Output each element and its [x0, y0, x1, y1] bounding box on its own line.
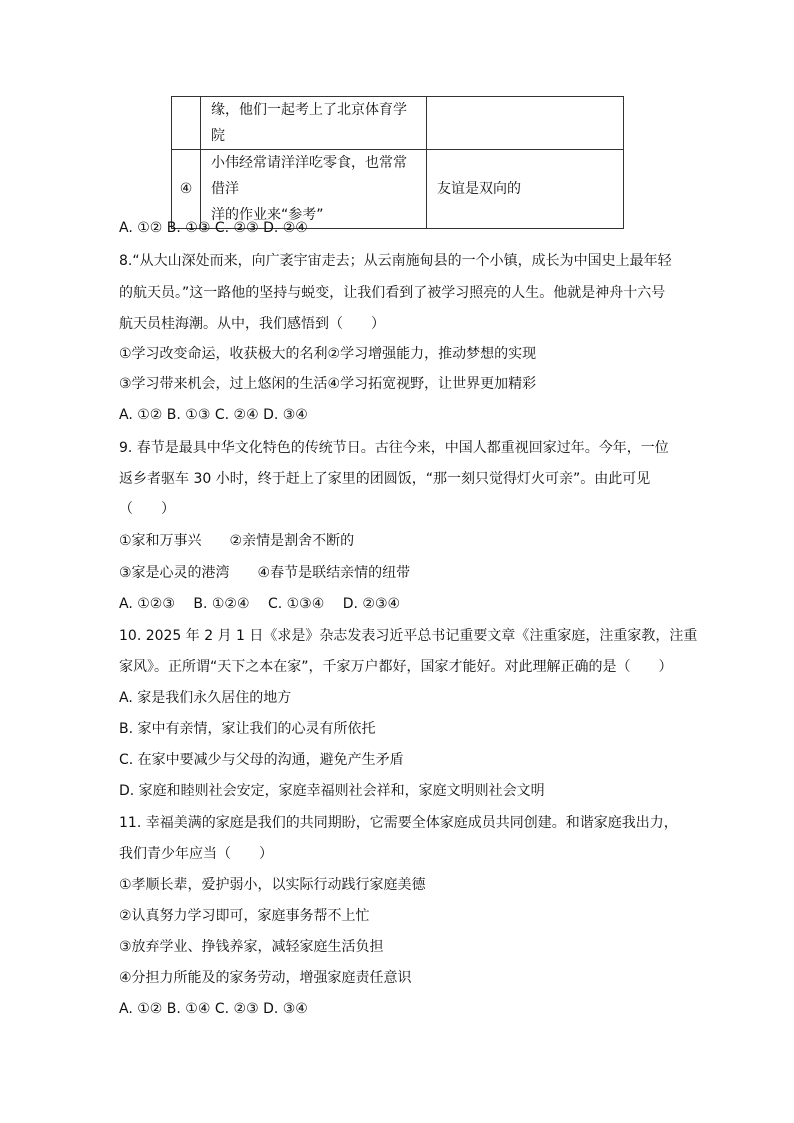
table-cell-number [172, 97, 201, 150]
question-10-stem-line: 10. 2025 年 2 月 1 日《求是》杂志发表习近平总书记重要文章《注重家庭，注重家教，注重 [119, 628, 698, 644]
question-11-item: ③放弃学业、挣钱养家，减轻家庭生活负担 [119, 939, 384, 955]
question-11-stem-line: 11. 幸福美满的家庭是我们的共同期盼，它需要全体家庭成员共同创建。和谐家庭我出力， [119, 815, 678, 831]
question-9-stem-line: 返乡者驱车 30 小时，终于赶上了家里的团圆饭，“那一刻只觉得灯火可亲”。由此可见 [119, 471, 651, 487]
question-10-option-c: C. 在家中要减少与父母的沟通，避免产生矛盾 [119, 752, 404, 768]
table-cell-line: 小伟经常请洋洋吃零食，也常常借洋 [211, 155, 407, 197]
question-11-options: A. ①② B. ①④ C. ②③ D. ③④ [119, 1001, 308, 1017]
question-9-items: ①家和万事兴 ②亲情是割舍不断的 [119, 533, 355, 549]
question-8-stem-line: 航天员桂海潮。从中，我们感悟到（ ） [119, 316, 385, 332]
table-cell-number: ④ [172, 150, 201, 229]
question-11-stem-line: 我们青少年应当（ ） [119, 846, 273, 862]
table-cell-content [201, 150, 427, 229]
question-9-items: ③家是心灵的港湾 ④春节是联结亲情的纽带 [119, 565, 411, 581]
question-10-option-d: D. 家庭和睦则社会安定，家庭幸福则社会祥和，家庭文明则社会文明 [119, 783, 545, 799]
question-8-stem-line: 的航天员。”这一路他的坚持与蜕变，让我们看到了被学习照亮的人生。他就是神舟十六号 [119, 285, 666, 301]
question-11-item: ②认真努力学习即可，家庭事务帮不上忙 [119, 908, 370, 924]
question-10-option-b: B. 家中有亲情，家让我们的心灵有所依托 [119, 721, 376, 737]
question-8-options: A. ①② B. ①③ C. ②④ D. ③④ [119, 407, 308, 423]
table-row [172, 150, 624, 229]
question-10-stem-line: 家风》。正所谓“天下之本在家”，千家万户都好，国家才能好。对此理解正确的是（ ） [119, 659, 673, 675]
question-11-item: ④分担力所能及的家务劳动，增强家庭责任意识 [119, 970, 412, 986]
table-row [172, 97, 624, 150]
table-cell-line: 洋的作业来“参考” [211, 207, 324, 223]
question-10-option-a: A. 家是我们永久居住的地方 [119, 690, 292, 706]
question-11-item: ①孝顺长辈，爱护弱小，以实际行动践行家庭美德 [119, 877, 426, 893]
question-9-stem-line: 9. 春节是最具中华文化特色的传统节日。古往今来，中国人都重视回家过年。今年，一位 [119, 440, 669, 456]
question-8-items: ①学习改变命运，收获极大的名利②学习增强能力，推动梦想的实现 [119, 346, 537, 362]
question-9-options: A. ①②③ B. ①②④ C. ①③④ D. ②③④ [119, 596, 401, 612]
table-cell-right: 友谊是双向的 [427, 150, 624, 229]
question-7-table [171, 96, 624, 229]
table-cell-content: 缘，他们一起考上了北京体育学院 [201, 97, 427, 150]
table-cell-right [427, 97, 624, 150]
question-9-stem-line: （ ） [119, 501, 175, 517]
question-8-items: ③学习带来机会，过上悠闲的生活④学习拓宽视野，让世界更加精彩 [119, 376, 537, 392]
question-8-stem-line: 8.“从大山深处而来，向广袤宇宙走去；从云南施甸县的一个小镇，成长为中国史上最年轻 [119, 253, 672, 269]
question-7-options: A. ①② B. ①③ C. ②③ D. ②④ [119, 220, 308, 236]
